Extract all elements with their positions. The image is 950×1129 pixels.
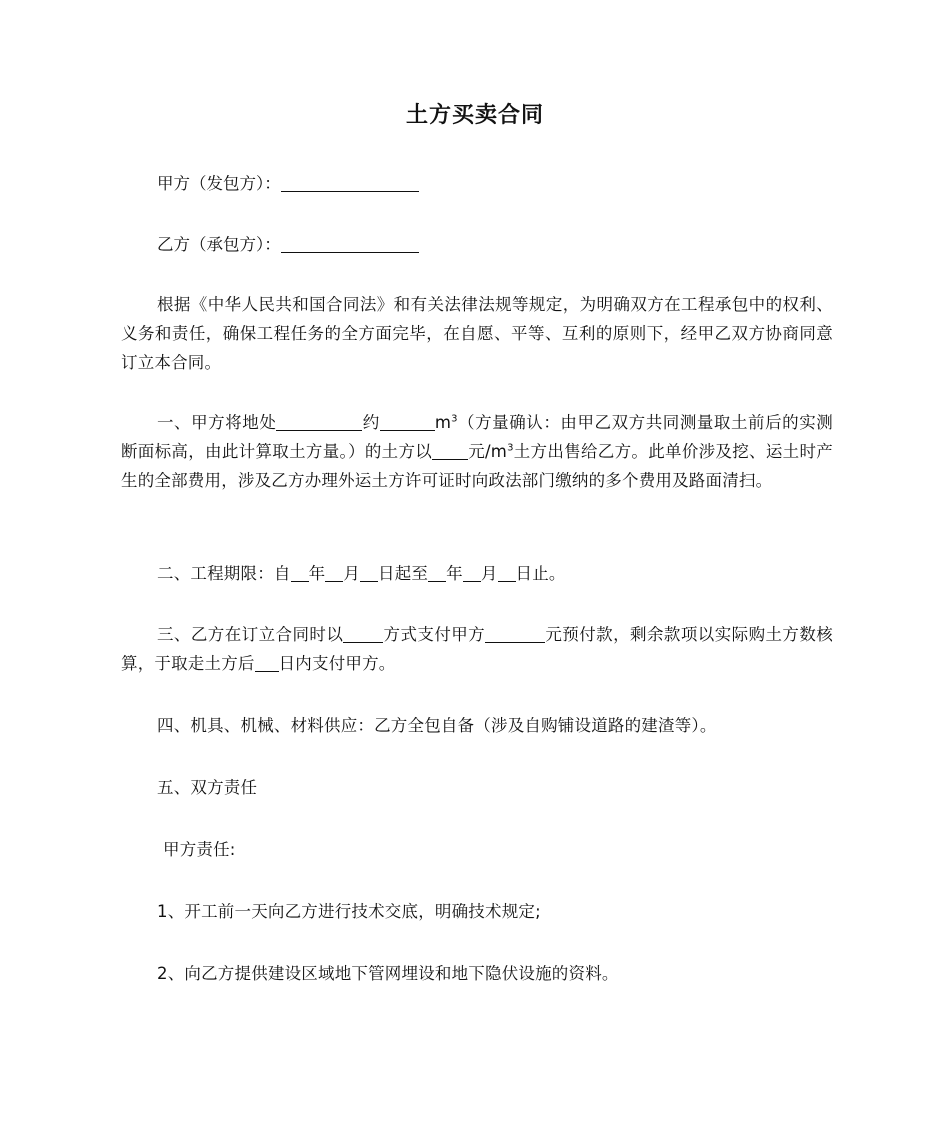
party-b-line bbox=[157, 230, 419, 259]
clause-1-sup-2: 3 bbox=[507, 442, 514, 454]
prepayment-blank bbox=[485, 624, 545, 643]
intro-paragraph: 根据《中华人民共和国合同法》和有关法律法规等规定，为明确双方在工程承包中的权利、义务和责任，确保工程任务的全方面完毕，在自愿、平等、互利的原则下，经甲乙双方协商同意订立本合同。 bbox=[121, 295, 833, 372]
duty-item-2: 2、向乙方提供建设区域地下管网埋设和地下隐伏设施的资料。 bbox=[157, 964, 619, 983]
party-b-blank bbox=[281, 234, 419, 253]
unit-price-blank bbox=[432, 441, 468, 460]
clause-1-text-4: （方量确认：由甲乙双方共同测量取土前后的实测断面标高，由此计算取土方量。）的土方以 bbox=[121, 413, 833, 461]
payment-method-blank bbox=[343, 624, 383, 643]
clause-3-text-2: 方式支付甲方 bbox=[383, 625, 486, 644]
party-a-duties-heading: 甲方责任: bbox=[163, 840, 236, 859]
payment-days-blank bbox=[255, 653, 279, 672]
end-day-blank bbox=[498, 563, 516, 582]
end-month-blank bbox=[463, 563, 481, 582]
party-a-blank bbox=[281, 173, 419, 192]
volume-blank bbox=[380, 412, 435, 431]
clause-1-paragraph bbox=[121, 408, 833, 495]
party-a-line bbox=[157, 169, 419, 198]
clause-1-text-1: 一、甲方将地处 bbox=[157, 413, 277, 432]
clause-1-text-2: 约 bbox=[362, 413, 380, 432]
clause-2-text-5: 年 bbox=[446, 564, 463, 583]
clause-3-paragraph bbox=[121, 620, 833, 678]
end-year-blank bbox=[428, 563, 446, 582]
clause-2-text-6: 月 bbox=[480, 564, 498, 583]
clause-3-text-3: 元预付款，剩余款项以实际购土方数核算，于取走土方后 bbox=[121, 625, 834, 673]
clause-1-text-5: 元/m bbox=[468, 442, 508, 461]
start-month-blank bbox=[325, 563, 343, 582]
clause-1-sup-1: 3 bbox=[451, 413, 458, 425]
clause-2-text-2: 年 bbox=[308, 564, 326, 583]
clause-3-text-4: 日内支付甲方。 bbox=[278, 654, 396, 673]
clause-2-text-7: 日止。 bbox=[515, 564, 566, 583]
clause-5-heading: 五、双方责任 bbox=[157, 778, 258, 797]
duty-item-1: 1、开工前一天向乙方进行技术交底，明确技术规定; bbox=[157, 902, 541, 921]
party-a-label: 甲方（发包方）： bbox=[157, 174, 281, 193]
start-year-blank bbox=[291, 563, 309, 582]
clause-3-text-1: 三、乙方在订立合同时以 bbox=[157, 625, 344, 644]
location-blank bbox=[276, 412, 362, 431]
clause-1-text-3: m bbox=[434, 413, 452, 432]
clause-4-paragraph: 四、机具、机械、材料供应：乙方全包自备（涉及自购铺设道路的建渣等）。 bbox=[157, 716, 717, 735]
party-b-label: 乙方（承包方）： bbox=[157, 235, 281, 254]
clause-2-paragraph bbox=[121, 559, 833, 588]
document-title: 土方买卖合同 bbox=[405, 103, 544, 128]
clause-2-text-1: 二、工程期限：自 bbox=[157, 564, 291, 583]
clause-2-text-4: 日起至 bbox=[378, 564, 429, 583]
clause-2-text-3: 月 bbox=[343, 564, 361, 583]
clause-1-text-6: 土方出售给乙方。此单价涉及挖、运土时产生的全部费用，涉及乙方办理外运土方许可证时向政法部门缴纳的多个费用及路面清扫。 bbox=[121, 442, 833, 490]
start-day-blank bbox=[360, 563, 378, 582]
